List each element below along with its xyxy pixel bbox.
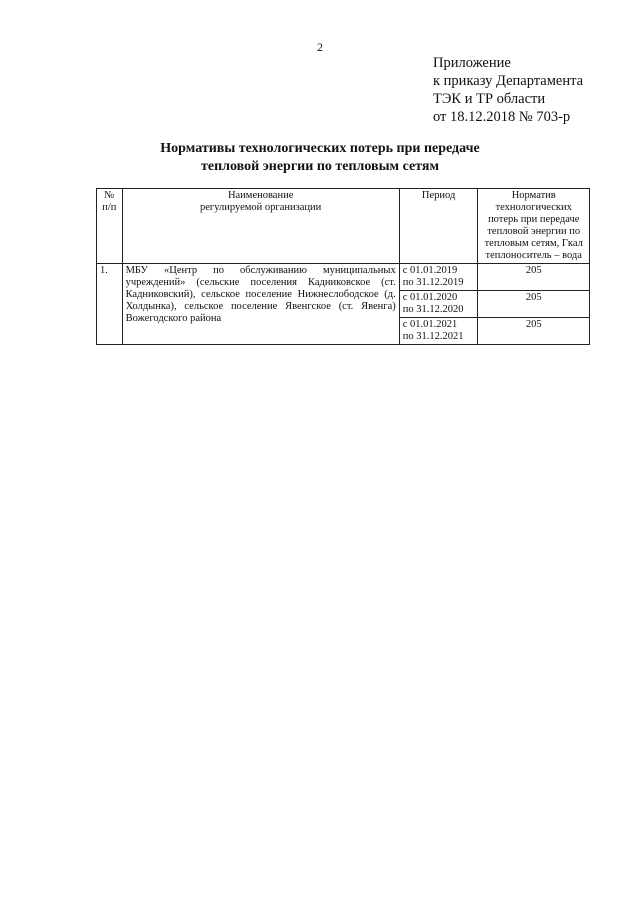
norms-table bbox=[96, 188, 590, 345]
period-from: с 01.01.2021 bbox=[402, 319, 458, 330]
header-number-line-2: п/п bbox=[102, 202, 117, 213]
norm-value: 205 bbox=[478, 264, 590, 291]
header-norm-line-4: тепловой энергии по bbox=[487, 226, 581, 237]
header-organization-line-1: Наименование bbox=[227, 190, 294, 201]
period-to: по 31.12.2021 bbox=[402, 331, 464, 342]
appendix-line-4: от 18.12.2018 № 703-р bbox=[433, 109, 571, 125]
header-norm bbox=[478, 189, 590, 264]
header-period: Период bbox=[399, 189, 478, 264]
header-number-line-1: № bbox=[104, 190, 115, 201]
header-norm-line-1: Норматив bbox=[511, 190, 556, 201]
header-organization bbox=[122, 189, 399, 264]
appendix-line-2: к приказу Департамента bbox=[433, 73, 584, 89]
organization-name: МБУ «Центр по обслуживанию муниципальных учреждений» (сельские поселения Кадниковское (ст. Кадниковский), сельское поселение Нижнеслободское (д. Холдынка), сельское поселение Явенгское (ст. Явенга) Вожегодского района bbox=[122, 264, 399, 345]
appendix-line-1: Приложение bbox=[433, 55, 511, 71]
period-to: по 31.12.2019 bbox=[402, 277, 464, 288]
page-number: 2 bbox=[317, 40, 323, 54]
row-number: 1. bbox=[97, 264, 123, 345]
norm-value: 205 bbox=[478, 318, 590, 345]
table-header-row bbox=[97, 189, 590, 264]
document-title bbox=[0, 140, 640, 176]
title-line-2: тепловой энергии по тепловым сетям bbox=[201, 159, 439, 174]
header-norm-line-5: тепловым сетям, Гкал bbox=[484, 238, 583, 249]
header-norm-line-3: потерь при передаче bbox=[488, 214, 580, 225]
header-norm-line-2: технологических bbox=[495, 202, 572, 213]
period-cell bbox=[399, 291, 478, 318]
table-row bbox=[97, 264, 590, 291]
period-from: с 01.01.2019 bbox=[402, 265, 458, 276]
period-cell bbox=[399, 264, 478, 291]
norm-value: 205 bbox=[478, 291, 590, 318]
period-cell bbox=[399, 318, 478, 345]
period-to: по 31.12.2020 bbox=[402, 304, 464, 315]
header-number bbox=[97, 189, 123, 264]
appendix-line-3: ТЭК и ТР области bbox=[433, 91, 546, 107]
header-organization-line-2: регулируемой организации bbox=[200, 202, 322, 213]
appendix-block bbox=[433, 54, 583, 126]
title-line-1: Нормативы технологических потерь при передаче bbox=[160, 141, 480, 156]
period-from: с 01.01.2020 bbox=[402, 292, 458, 303]
header-norm-line-6: теплоноситель – вода bbox=[485, 250, 582, 261]
